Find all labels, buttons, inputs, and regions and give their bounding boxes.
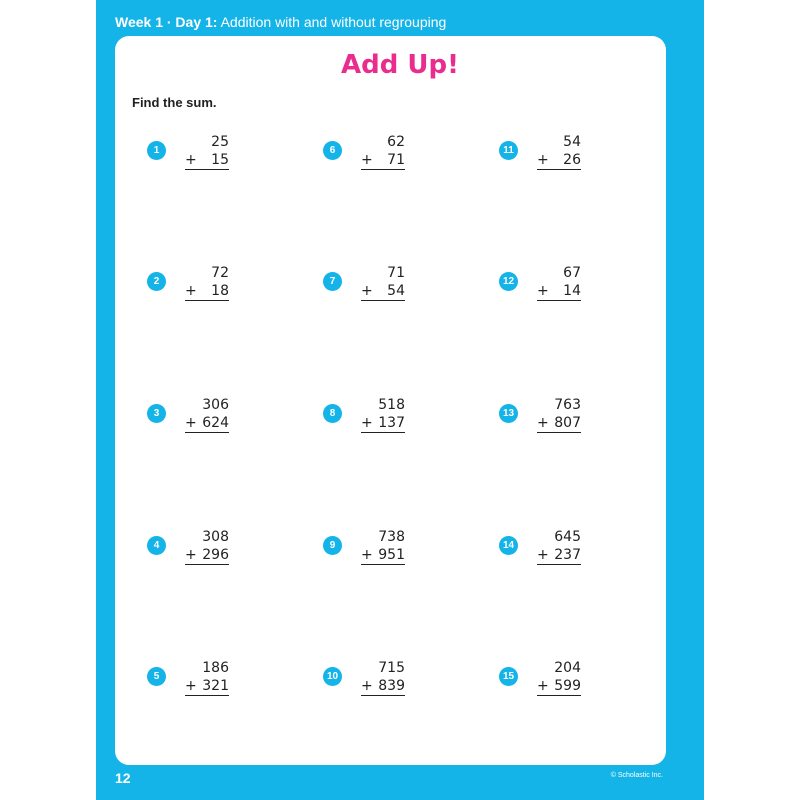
problem-number-badge: 7 <box>323 272 342 291</box>
addition-problem <box>323 396 473 446</box>
problem-number-badge: 5 <box>147 667 166 686</box>
addition-problem <box>147 133 297 183</box>
addend-bottom: 807 <box>554 415 581 431</box>
plus-sign: + <box>185 152 197 168</box>
problem-numbers <box>361 264 405 301</box>
addition-problem <box>323 659 473 709</box>
addend-top: 204 <box>554 660 581 676</box>
addend-top: 62 <box>387 134 405 150</box>
addend-bottom: 54 <box>387 283 405 299</box>
addend-top: 71 <box>387 265 405 281</box>
plus-sign: + <box>537 283 549 299</box>
addend-top: 186 <box>202 660 229 676</box>
problem-number-badge: 15 <box>499 667 518 686</box>
problem-number-badge: 2 <box>147 272 166 291</box>
addend-bottom-row <box>185 546 229 565</box>
problem-numbers <box>537 528 581 565</box>
addend-top: 763 <box>554 397 581 413</box>
addition-problem <box>323 528 473 578</box>
problem-number-badge: 6 <box>323 141 342 160</box>
addend-top: 72 <box>211 265 229 281</box>
addition-problem <box>499 659 649 709</box>
addition-problem <box>147 264 297 314</box>
problem-numbers <box>361 659 405 696</box>
problem-numbers <box>537 396 581 433</box>
problem-numbers <box>185 264 229 301</box>
addend-bottom: 321 <box>202 678 229 694</box>
addend-top: 715 <box>378 660 405 676</box>
addend-bottom: 237 <box>554 547 581 563</box>
addend-top: 25 <box>211 134 229 150</box>
problem-numbers <box>537 264 581 301</box>
problem-number-badge: 4 <box>147 536 166 555</box>
plus-sign: + <box>537 547 549 563</box>
problem-numbers <box>361 133 405 170</box>
problem-numbers <box>185 133 229 170</box>
addition-problem <box>499 396 649 446</box>
addend-bottom-row <box>361 677 405 696</box>
instructions: Find the sum. <box>132 95 217 110</box>
addend-bottom-row <box>537 282 581 301</box>
addition-problem <box>323 264 473 314</box>
addend-top: 308 <box>202 529 229 545</box>
problem-numbers <box>361 528 405 565</box>
addition-problem <box>499 133 649 183</box>
addend-bottom: 839 <box>378 678 405 694</box>
addend-bottom: 624 <box>202 415 229 431</box>
addend-top: 738 <box>378 529 405 545</box>
plus-sign: + <box>185 415 197 431</box>
addition-problem <box>323 133 473 183</box>
plus-sign: + <box>361 283 373 299</box>
addition-problem <box>499 264 649 314</box>
addend-top: 67 <box>563 265 581 281</box>
problem-number-badge: 9 <box>323 536 342 555</box>
plus-sign: + <box>185 678 197 694</box>
problem-numbers <box>185 528 229 565</box>
problem-number-badge: 12 <box>499 272 518 291</box>
problem-number-badge: 11 <box>499 141 518 160</box>
addend-bottom: 71 <box>387 152 405 168</box>
addend-bottom: 18 <box>211 283 229 299</box>
addend-bottom-row <box>537 151 581 170</box>
addend-bottom-row <box>361 414 405 433</box>
problem-number-badge: 3 <box>147 404 166 423</box>
problem-numbers <box>361 396 405 433</box>
addend-bottom: 26 <box>563 152 581 168</box>
topic-label: Addition with and without regrouping <box>220 14 447 30</box>
addend-bottom: 951 <box>378 547 405 563</box>
addend-bottom-row <box>537 414 581 433</box>
week-day-label: Week 1 · Day 1: <box>115 14 218 30</box>
plus-sign: + <box>361 152 373 168</box>
problem-number-badge: 13 <box>499 404 518 423</box>
addend-bottom-row <box>185 677 229 696</box>
addend-bottom: 15 <box>211 152 229 168</box>
addend-top: 54 <box>563 134 581 150</box>
addend-bottom: 599 <box>554 678 581 694</box>
plus-sign: + <box>537 415 549 431</box>
page-header <box>115 14 446 30</box>
plus-sign: + <box>361 547 373 563</box>
copyright: © Scholastic Inc. <box>610 772 663 779</box>
addend-bottom: 137 <box>378 415 405 431</box>
problem-number-badge: 14 <box>499 536 518 555</box>
addend-bottom-row <box>361 546 405 565</box>
problem-number-badge: 1 <box>147 141 166 160</box>
addend-bottom-row <box>185 414 229 433</box>
page-number: 12 <box>115 770 131 786</box>
plus-sign: + <box>537 678 549 694</box>
addend-bottom-row <box>361 282 405 301</box>
addition-problem <box>147 528 297 578</box>
addend-bottom-row <box>361 151 405 170</box>
worksheet-title: Add Up! <box>341 50 459 80</box>
problem-number-badge: 8 <box>323 404 342 423</box>
addend-bottom-row <box>537 677 581 696</box>
addend-bottom-row <box>185 151 229 170</box>
addend-bottom-row <box>537 546 581 565</box>
addend-bottom: 296 <box>202 547 229 563</box>
addend-bottom-row <box>185 282 229 301</box>
problem-numbers <box>537 659 581 696</box>
plus-sign: + <box>185 283 197 299</box>
addition-problem <box>147 659 297 709</box>
addend-top: 518 <box>378 397 405 413</box>
problem-number-badge: 10 <box>323 667 342 686</box>
problem-numbers <box>537 133 581 170</box>
addition-problem <box>147 396 297 446</box>
plus-sign: + <box>361 678 373 694</box>
addend-bottom: 14 <box>563 283 581 299</box>
plus-sign: + <box>537 152 549 168</box>
problem-numbers <box>185 659 229 696</box>
addition-problem <box>499 528 649 578</box>
plus-sign: + <box>361 415 373 431</box>
plus-sign: + <box>185 547 197 563</box>
addend-top: 306 <box>202 397 229 413</box>
addend-top: 645 <box>554 529 581 545</box>
problem-numbers <box>185 396 229 433</box>
